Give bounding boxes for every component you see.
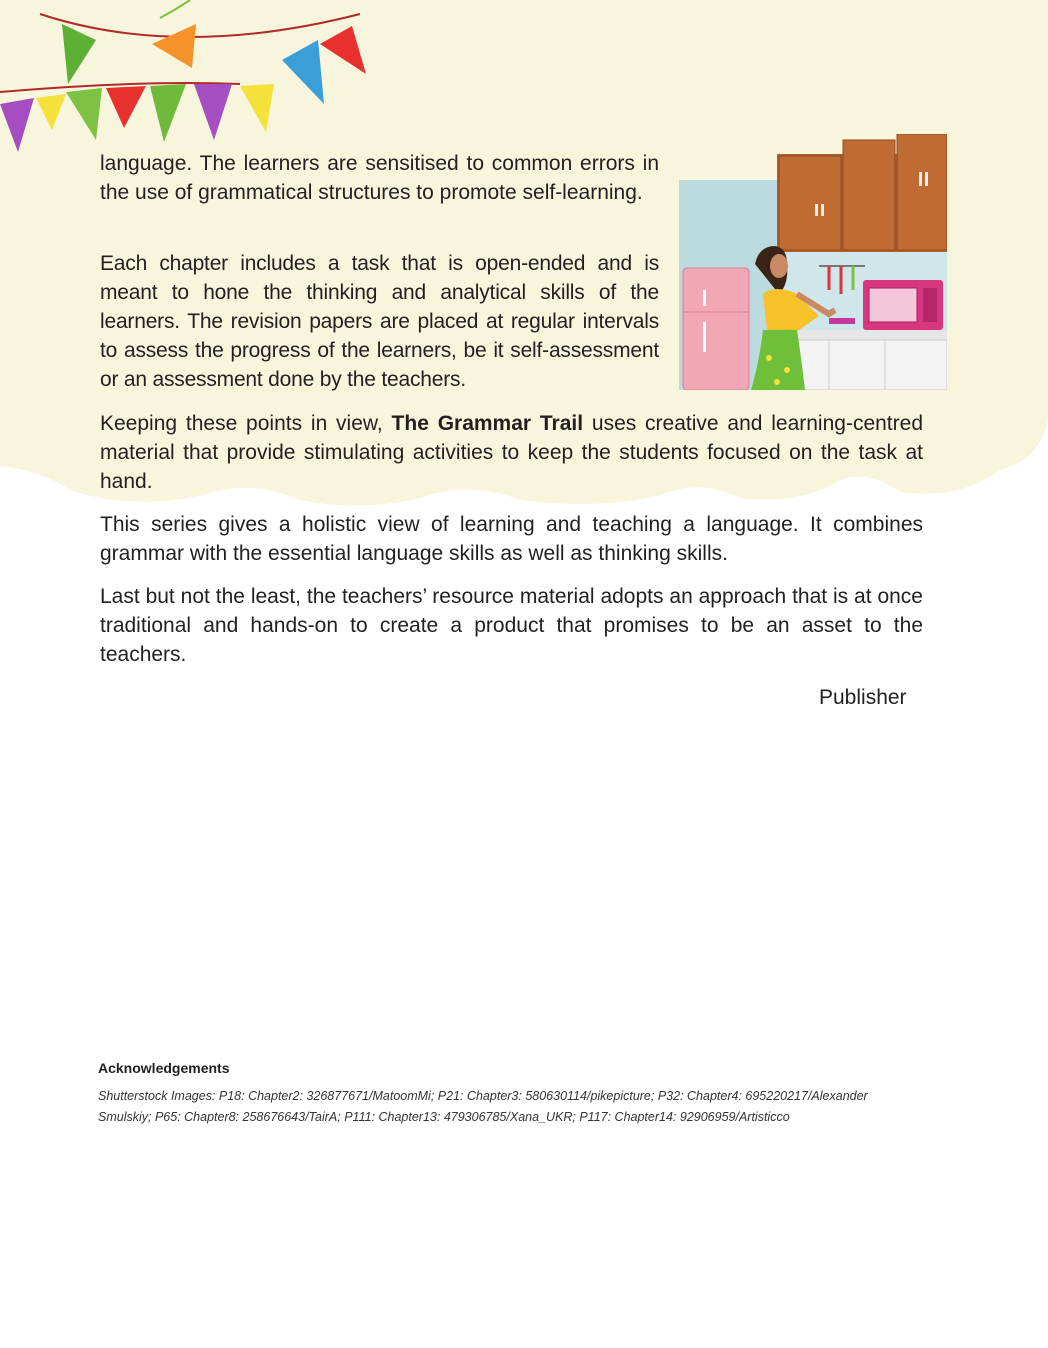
- p3-text-start: Keeping these points in view,: [100, 412, 392, 435]
- flag-blue-icon: [282, 40, 324, 104]
- paragraph-chapter-tasks: Each chapter includes a task that is open-ended and is meant to hone the thinking and analytical skills of the learners. The revision papers are placed at regular intervals to assess the progress of the learners, be it self-assessment or an assessment done by the teachers.: [100, 252, 659, 391]
- flag-yellow-icon: [36, 94, 66, 130]
- flag-red-icon: [106, 86, 146, 128]
- paragraph-intro-continuation: language. The learners are sensitised to common errors in the use of grammatical structures to promote self-learning.: [100, 152, 659, 204]
- bunting-decoration: [0, 0, 380, 160]
- publisher-signature: Publisher: [819, 686, 907, 709]
- flag-green-icon: [150, 84, 186, 142]
- acknowledgements-heading: Acknowledgements: [98, 1060, 230, 1076]
- flag-yellow-icon: [240, 84, 274, 132]
- fridge: [683, 268, 749, 390]
- flag-purple-icon: [0, 98, 34, 152]
- p3-text-end: uses creative and learning-centred material that provide stimulating activities to keep the students focused on the task at hand.: [100, 412, 923, 493]
- flag-purple-icon: [194, 84, 232, 140]
- counter: [775, 330, 947, 340]
- book-title: The Grammar Trail: [391, 412, 584, 435]
- acknowledgements-text: Shutterstock Images: P18: Chapter2: 326877671/MatoomMi; P21: Chapter3: 580630114/pikepicture; P32: Chapter4: 695220217/Alexander Smulskiy; P65: Chapter8: 258676643/TairA; P111: Chapter13: 479306785/Xana_UKR; P117: Chapter14: 92906959/Artisticco: [98, 1089, 868, 1124]
- flag-green-icon: [62, 24, 96, 84]
- kitchen-illustration: [679, 134, 947, 390]
- flag-red-icon: [320, 26, 366, 74]
- paragraph-resource-material: Last but not the least, the teachers’ resource material adopts an approach that is at once traditional and hands-on to create a product that promises to be an asset to the teachers.: [100, 585, 923, 666]
- flag-green-icon: [66, 88, 102, 140]
- paragraph-grammar-trail: [100, 409, 923, 496]
- paragraph-holistic-view: This series gives a holistic view of learning and teaching a language. It combines grammar with the essential language skills as well as thinking skills.: [100, 513, 923, 565]
- flag-orange-icon: [152, 24, 196, 68]
